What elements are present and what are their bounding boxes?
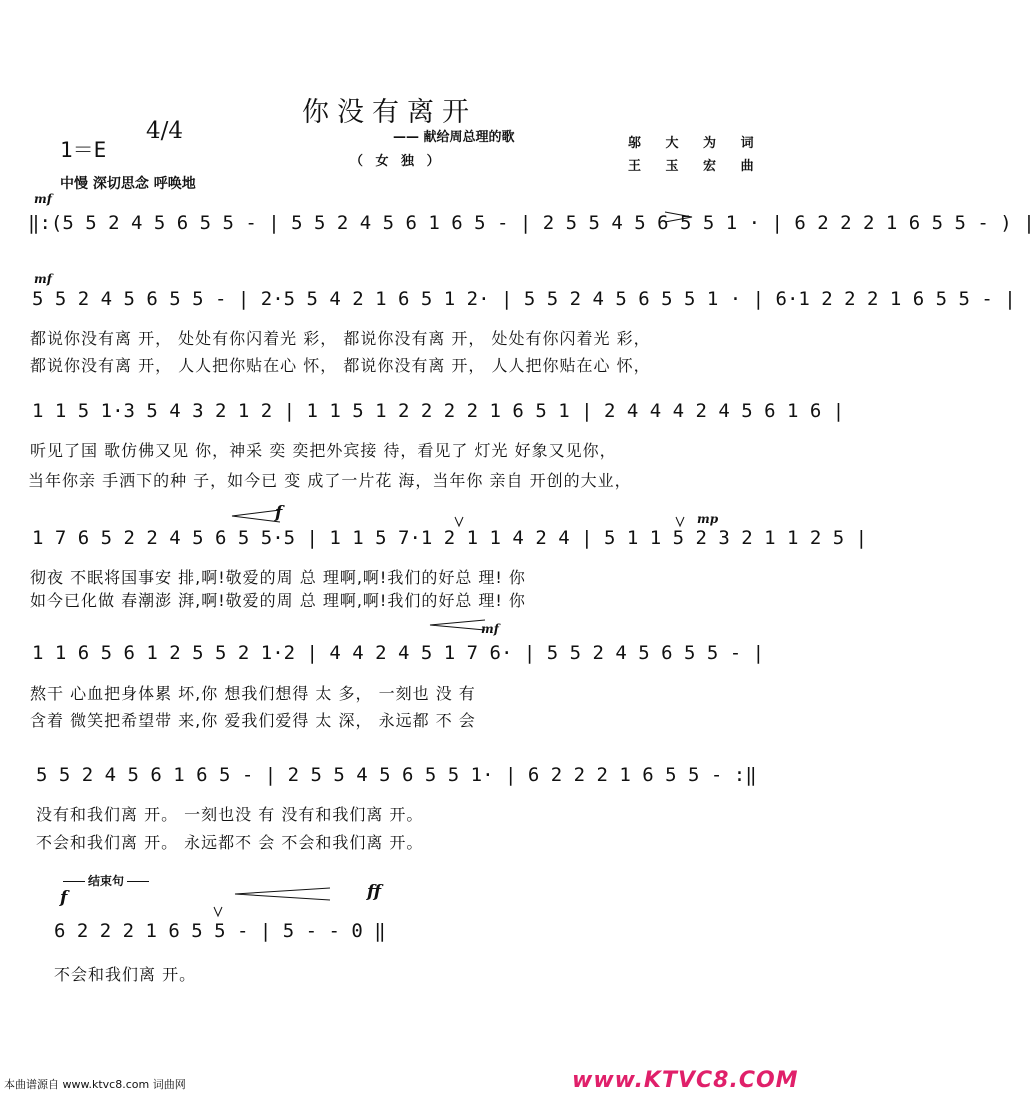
site-watermark: www.KTVC8.COM <box>572 1068 799 1093</box>
dynamic-mark: mf <box>34 272 52 286</box>
source-footer: 本曲谱源自 www.ktvc8.com 词曲网 <box>4 1078 186 1091</box>
notation-line: 5 5 2 4 5 6 1 6 5 - | 2 5 5 4 5 6 5 5 1· | 6 2 2 2 1 6 5 5 - :‖ <box>36 764 757 786</box>
lyric-line: 彻夜 不眠将国事安 排,啊!敬爱的周 总 理啊,啊!我们的好总 理! 你 <box>30 568 526 587</box>
notation-line: 1 1 5 1·3 5 4 3 2 1 2 | 1 1 5 1 2 2 2 2 1 6 5 1 | 2 4 4 4 2 4 5 6 1 6 | <box>32 400 845 422</box>
lyric-line: 不会和我们离 开。 <box>54 965 197 984</box>
key-signature: 1＝E <box>60 138 107 162</box>
notation-line: 1 1 6 5 6 1 2 5 5 2 1·2 | 4 4 2 4 5 1 7 6· | 5 5 2 4 5 6 5 5 - | <box>32 642 765 664</box>
lyric-line: 听见了国 歌仿佛又见 你，神采 奕 奕把外宾接 待，看见了 灯光 好象又见你， <box>30 441 617 460</box>
dynamic-mark: mp <box>697 512 719 526</box>
notation-line: 5 5 2 4 5 6 5 5 - | 2·5 5 4 2 1 6 5 1 2· | 5 5 2 4 5 6 5 5 1 · | 6·1 2 2 2 1 6 5 5 - | <box>32 288 1016 310</box>
lyric-line: 当年你亲 手洒下的种 子，如今已 变 成了一片花 海，当年你 亲自 开创的大业， <box>28 471 632 490</box>
song-title: 你没有离开 <box>302 97 477 128</box>
lyric-line: 没有和我们离 开。 一刻也没 有 没有和我们离 开。 <box>36 805 424 824</box>
notation-line: 1 7 6 5 2 2 4 5 6 5 5·5 | 1 1 5 7·1 2 1 1 4 2 4 | 5 1 1 5 2 3 2 1 1 2 5 | <box>32 527 868 549</box>
voice-type: （ 女 独 ） <box>350 154 444 169</box>
lyric-line: 都说你没有离 开， 处处有你闪着光 彩， 都说你没有离 开， 处处有你闪着光 彩， <box>30 329 651 348</box>
notation-line: ‖:(5 5 2 4 5 6 5 5 - | 5 5 2 4 5 6 1 6 5 - | 2 5 5 4 5 6 5 5 1 · | 6 2 2 2 1 6 5 5 - ) | <box>28 212 1035 234</box>
dynamic-mark: f <box>60 888 68 908</box>
lyric-line: 熬干 心血把身体累 坏,你 想我们想得 太 多， 一刻也 没 有 <box>30 684 476 703</box>
lyric-line: 不会和我们离 开。 永远都不 会 不会和我们离 开。 <box>36 833 424 852</box>
dynamic-mark: ff <box>367 882 382 902</box>
dynamic-mark: f <box>275 503 283 523</box>
lyricist-credit: 邬 大 为 词 <box>628 136 764 151</box>
composer-credit: 王 玉 宏 曲 <box>628 159 764 174</box>
tempo-marking: 中慢 深切思念 呼唤地 <box>60 176 196 192</box>
lyric-line: 含着 微笑把希望带 来,你 爱我们爱得 太 深， 永远都 不 会 <box>30 711 476 730</box>
time-signature: 4/4 <box>146 118 184 144</box>
dynamic-mark: mf <box>481 622 499 636</box>
dedication: —— 献给周总理的歌 <box>393 130 515 145</box>
lyric-line: 都说你没有离 开， 人人把你贴在心 怀， 都说你没有离 开， 人人把你贴在心 怀， <box>30 356 651 375</box>
dynamic-mark: mf <box>34 192 52 206</box>
notation-line: 6 2 2 2 1 6 5 5 - | 5 - - 0 ‖ <box>54 920 386 942</box>
lyric-line: 如今已化做 春潮澎 湃,啊!敬爱的周 总 理啊,啊!我们的好总 理! 你 <box>30 591 526 610</box>
ending-label: 结束句 <box>60 872 152 889</box>
